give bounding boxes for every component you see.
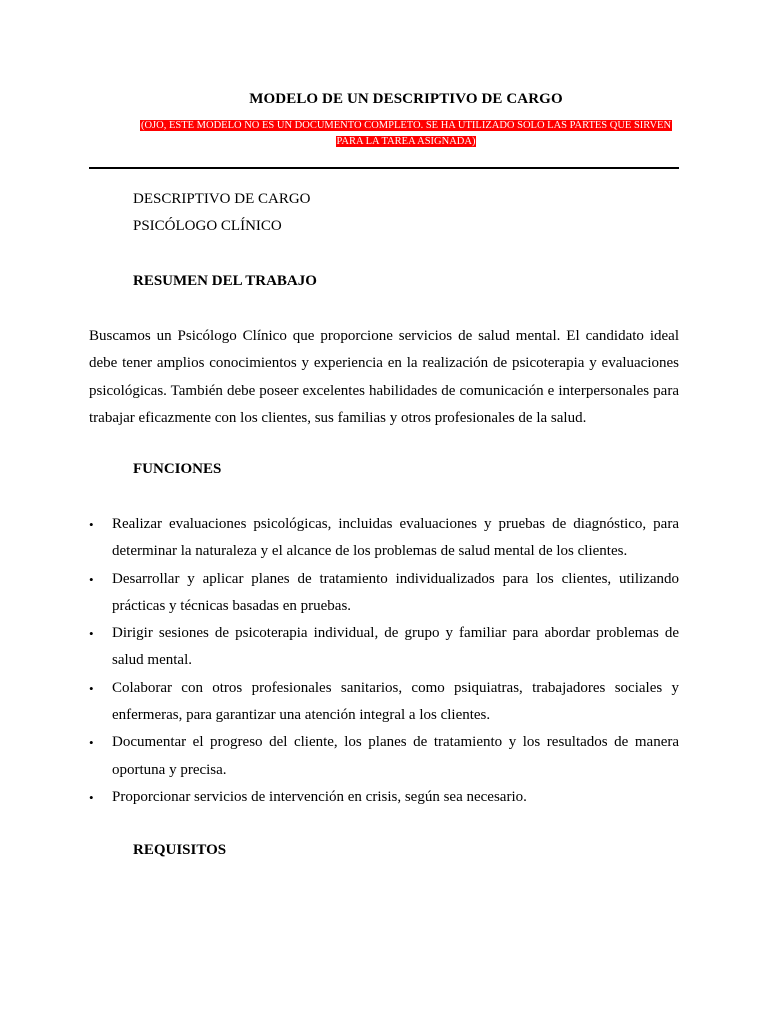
functions-list [89, 511, 679, 811]
list-item [89, 784, 679, 811]
function-text: Realizar evaluaciones psicológicas, incluidas evaluaciones y pruebas de diagnóstico, para determinar la naturaleza y el alcance de los problemas de salud mental de los clientes. [112, 516, 679, 560]
bullet-icon: • [89, 789, 94, 805]
functions-heading: FUNCIONES [133, 461, 222, 477]
summary-heading: RESUMEN DEL TRABAJO [133, 273, 317, 289]
bullet-icon: • [89, 735, 94, 751]
subtitle-line-2: PSICÓLOGO CLÍNICO [133, 218, 282, 234]
requirements-heading: REQUISITOS [133, 842, 227, 858]
summary-paragraph: Buscamos un Psicólogo Clínico que proporcione servicios de salud mental. El candidato ideal debe tener amplios conocimientos y experiencia en la realización de psicoterapia y evaluaciones psicológicas. También debe poseer excelentes habilidades de comunicación e interpersonales para trabajar eficazmente con los clientes, sus familias y otros profesionales de la salud. [89, 328, 679, 426]
function-text: Colaborar con otros profesionales sanitarios, como psiquiatras, trabajadores sociales y enfermeras, para garantizar una atención integral a los clientes. [112, 679, 679, 724]
function-text: Desarrollar y aplicar planes de tratamiento individualizados para los clientes, utilizando prácticas y técnicas basadas en pruebas. [112, 570, 679, 614]
bullet-icon: • [89, 517, 94, 532]
function-text: Proporcionar servicios de intervención en crisis, según sea necesario. [112, 788, 527, 805]
list-item [89, 675, 679, 730]
horizontal-divider [89, 167, 679, 169]
notice-text: (OJO, ESTE MODELO NO ES UN DOCUMENTO COMPLETO. SE HA UTILIZADO SOLO LAS PARTES QUE SIRVEN PARA LA TAREA ASIGNADA) [140, 120, 672, 147]
function-text: Dirigir sesiones de psicoterapia individual, de grupo y familiar para abordar problemas de salud mental. [112, 625, 679, 669]
function-text: Documentar el progreso del cliente, los planes de tratamiento y los resultados de manera oportuna y precisa. [112, 734, 679, 778]
document-title: MODELO DE UN DESCRIPTIVO DE CARGO [249, 91, 563, 107]
notice-banner [132, 118, 680, 150]
bullet-icon: • [89, 626, 94, 642]
list-item [89, 511, 679, 566]
subtitle-line-1: DESCRIPTIVO DE CARGO [133, 191, 311, 207]
bullet-icon: • [89, 571, 94, 587]
list-item [89, 620, 679, 675]
list-item [89, 566, 679, 621]
bullet-icon: • [89, 680, 94, 696]
list-item [89, 729, 679, 784]
